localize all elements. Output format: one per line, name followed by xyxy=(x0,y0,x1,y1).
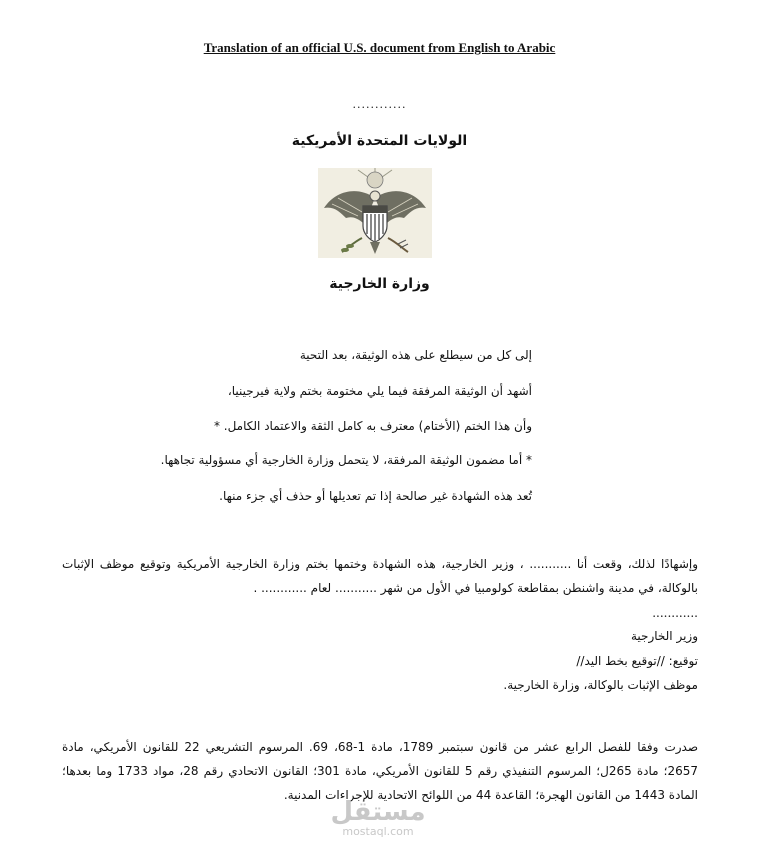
signature-note: توقيع: //توقيع بخط اليد// xyxy=(576,654,698,668)
top-dots: ............ xyxy=(352,98,407,111)
body-line-1: إلى كل من سيطلع على هذه الوثيقة، بعد التحية xyxy=(299,348,532,362)
mostaql-watermark xyxy=(318,798,438,838)
ministry-heading: وزارة الخارجية xyxy=(329,276,430,292)
officer-title: موظف الإثبات بالوكالة، وزارة الخارجية. xyxy=(503,678,698,692)
body-line-2: أشهد أن الوثيقة المرفقة فيما يلي مختومة بختم ولاية فيرجينيا، xyxy=(227,384,532,398)
us-great-seal-eagle-icon xyxy=(318,168,432,258)
witness-paragraph: وإشهادًا لذلك، وقعت أنا ........... ، وزير الخارجية، هذه الشهادة وختمها بختم وزارة الخارجية الأمريكية وتوقيع موظف الإثبات بالوكالة، في مدينة واشنطن بمقاطعة كولومبيا في الأول من شهر ........... لعام ............ . xyxy=(62,557,698,595)
body-line-5: تُعد هذه الشهادة غير صالحة إذا تم تعديلها أو حذف أي جزء منها. xyxy=(219,489,532,503)
body-line-3: وأن هذا الختم (الأختام) معترف به كامل الثقة والاعتماد الكامل. * xyxy=(213,419,532,433)
body-line-4: * أما مضمون الوثيقة المرفقة، لا يتحمل وزارة الخارجية أي مسؤولية تجاهها. xyxy=(160,453,532,467)
watermark-arabic: مستقل xyxy=(330,797,426,827)
document-title: Translation of an official U.S. document from English to Arabic xyxy=(203,40,556,55)
minister-title: وزير الخارجية xyxy=(630,629,698,643)
watermark-latin: mostaql.com xyxy=(342,825,414,838)
legal-footer-paragraph: صدرت وفقا للفصل الرابع عشر من قانون سبتمبر 1789، مادة 1-68، 69. المرسوم التشريعي 22 للقانون الأمريكي، مادة 2657؛ مادة 265ل؛ المرسوم التنفيذي رقم 5 للقانون الأمريكي، مادة 301؛ القانون الاتحادي رقم 28، مواد 1733 وما بعدها؛ المادة 1443 من القانون الهجرة؛ القاعدة 44 من اللوائح الاتحادية للإجراءات المدنية. xyxy=(62,740,699,802)
country-heading: الولايات المتحدة الأمريكية xyxy=(291,133,468,149)
signature-dots: ............ xyxy=(652,606,698,620)
